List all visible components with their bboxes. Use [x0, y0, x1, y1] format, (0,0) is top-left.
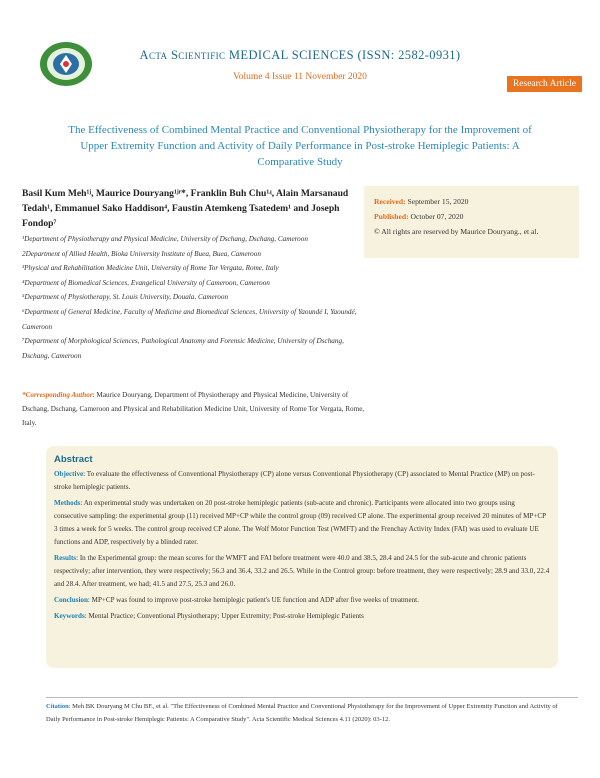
corresponding-author	[22, 388, 367, 430]
received-line	[374, 194, 579, 209]
results-label: Results	[54, 554, 77, 562]
published-line	[374, 209, 579, 224]
affiliation-item: ¹Department of Physiotherapy and Physical Medicine, University of Dschang, Dschang, Cameroon	[22, 235, 308, 243]
citation-text: : Meh BK Douryang M Chu BF., et al. "The Effectiveness of Combined Mental Practice and Conventional Physiotherapy for the Improvement of Upper Extremity Function and Activity of Daily Performance in Post-stroke Hemiplegic Patients: A Comparative Study". Acta Scientific Medical Sciences 4.11 (2020): 03-12.	[46, 703, 558, 723]
corresponding-label: *Corresponding Author	[22, 391, 93, 399]
results-text: : In the Experimental group: the mean scores for the WMFT and FAI before treatment were 40.0 and 38.5, 28.4 and 24.5 for the sub-acute and chronic patients respectively; after intervention, they were respectively; 56.3 and 36.4, 33.2 and 26.5. While in the Control group: before treatment, they were respectively; 28.9 and 33.0, 22.4 and 28.4. After treatment, we had; 41.5 and 27.5, 25.3 and 26.0.	[54, 554, 550, 588]
received-label: Received:	[374, 197, 406, 206]
abstract-heading: Abstract	[54, 454, 93, 465]
affiliation-item: ³Physical and Rehabilitation Medicine Unit, University of Rome Tor Vergata, Rome, Italy	[22, 264, 279, 273]
objective-text: : To evaluate the effectiveness of Conventional Physiotherapy (CP) alone versus Conventional Physiotherapy (CP) associated to Mental Practice (MP) on post-stroke hemiplegic patients.	[54, 470, 535, 491]
conclusion-text: : MP+CP was found to improve post-stroke hemiplegic patient's UE function and ADP after five weeks of treatment.	[87, 596, 419, 604]
conclusion-label: Conclusion	[54, 596, 88, 604]
methods-label: Methods	[54, 499, 81, 507]
abstract-keywords	[54, 610, 550, 623]
abstract-objective	[54, 468, 550, 494]
methods-text: : An experimental study was undertaken on 20 post-stroke hemiplegic patients (sub-acute and chronic). Participants were allocated into two groups using consecutive sampling: the experimental group (11) received MP+CP while the control group (09) received CP alone. The experimental group received 20 minutes of MP+CP 3 times a week for 5 weeks. The control group received CP alone. The Wolf Motor Function Test (WMFT) and the Frenchay Activity Index (FAI) was used to evaluate UE functions and ADP, respectively by a blinded rater.	[54, 499, 546, 546]
corresponding-text: : Maurice Douryang, Department of Physiotherapy and Physical Medicine, University of Dschang, Dschang, Cameroon and Physical and Rehabilitation Medicine Unit, University of Rome Tor Vergata, Rome, Italy.	[22, 391, 365, 427]
dates-box	[364, 186, 579, 258]
received-date: September 15, 2020	[407, 197, 469, 206]
objective-label: Objective	[54, 470, 84, 478]
author-list: Basil Kum Meh¹ʲ, Maurice Douryang¹ʲʳ*, Franklin Buh Chu¹ʵ, Alain Marsanaud Tedah¹, Emmanuel Sako Haddison⁴, Faustin Atemkeng Tsatedem¹ and Joseph Fondop⁷	[22, 188, 349, 229]
issue-line: Volume 4 Issue 11 November 2020	[233, 72, 367, 82]
citation	[46, 701, 558, 726]
published-label: Published:	[374, 212, 409, 221]
affiliation-item: ⁶Department of General Medicine, Faculty of Medicine and Biomedical Sciences, University of Yaoundé I, Yaoundé, Cameroon	[22, 307, 357, 331]
keywords-label: Keywords	[54, 612, 85, 620]
affiliations	[22, 232, 367, 363]
affiliation-item: ⁷Department of Morphological Sciences, Pathological Anatomy and Forensic Medicine, University of Dschang, Dschang, Cameroon	[22, 337, 344, 360]
affiliation-item: 2Department of Allied Health, Bioka University Institute of Buea, Buea, Cameroon	[22, 249, 261, 258]
abstract-box	[46, 446, 558, 668]
affiliation-item: ⁵Department of Physiotherapy, St. Louis University, Douala, Cameroon	[22, 293, 229, 302]
footer-divider	[46, 697, 578, 698]
keywords-text: : Mental Practice; Conventional Physiotherapy; Upper Extremity; Post-stroke Hemiplegic Patients	[84, 612, 364, 620]
article-type-badge: Research Article	[507, 76, 582, 92]
abstract-methods	[54, 497, 550, 549]
affiliation-item: ⁴Department of Biomedical Sciences, Evangelical University of Cameroon, Cameroon	[22, 278, 270, 287]
abstract-results	[54, 552, 550, 591]
rights-line: © All rights are reserved by Maurice Douryang., et al.	[374, 227, 539, 236]
journal-title: Acta Scientific MEDICAL SCIENCES (ISSN: 2582-0931)	[139, 48, 461, 62]
article-title: The Effectiveness of Combined Mental Practice and Conventional Physiotherapy for the Improvement of Upper Extremity Function and Activity of Daily Performance in Post-stroke Hemiplegic Patients: A Comparative Study	[68, 124, 532, 168]
citation-label: Citation	[46, 703, 69, 710]
abstract-conclusion	[54, 594, 550, 607]
published-date: October 07, 2020	[410, 212, 464, 221]
